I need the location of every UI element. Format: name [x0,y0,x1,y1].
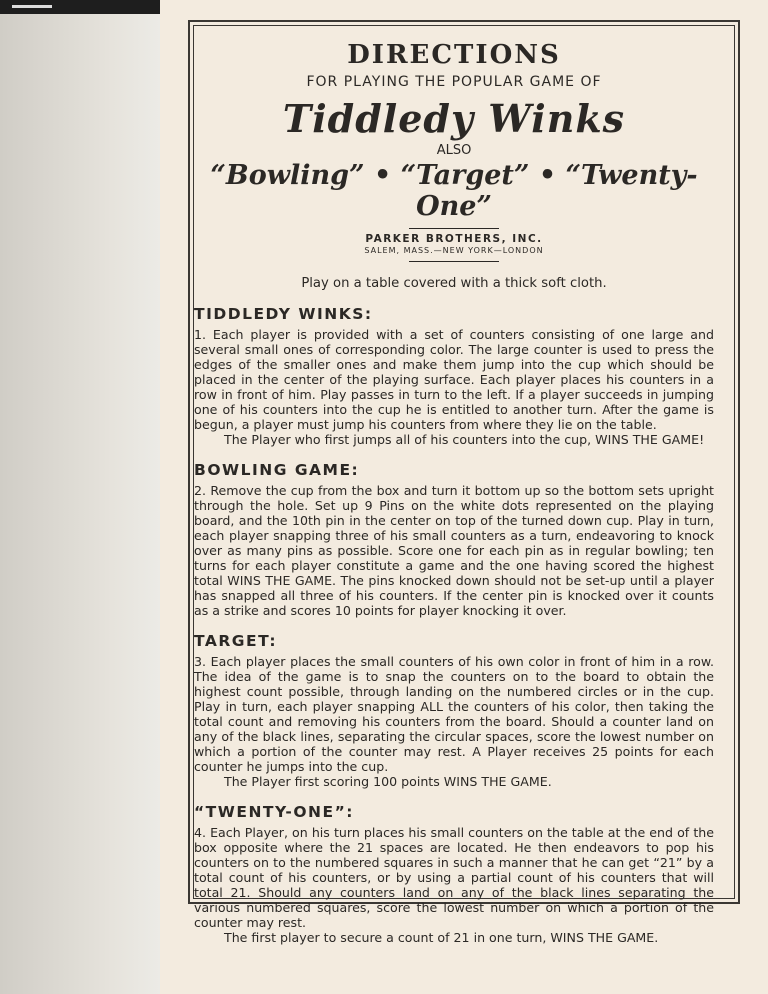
section-heading-tiddledy: TIDDLEDY WINKS: [194,305,373,323]
also-label: ALSO [436,143,472,158]
section-heading-bowling: BOWLING GAME: [194,461,360,479]
page-subtitle: FOR PLAYING THE POPULAR GAME OF [306,74,602,90]
twentyone-rules: 4. Each Player, on his turn places his small counters on the table at the end of the box opposite where the 21 spaces are located. He then endeavors to pop his counters on to the numbered squares in such a manner that he can get “21” by a total count of his counters, or by using a partial count of his counters that will total 21. Should any counters land on any of the black lines separating the various numbered squares, score the lowest number on which a portion of the counter may rest. [194,825,714,930]
bowling-rules: 2. Remove the cup from the box and turn it bottom up so the bottom sets upright through the hole. Set up 9 Pins on the white dots represented on the playing board, and the 10th pin in the center on top of the turned down cup. Play in turn, each player snapping three of his small counters as a turn, endeavoring to knock over as many pins as possible. Score one for each pin as in regular bowling; ten turns for each player constitute a game and the one having scored the highest total WINS THE GAME. The pins knocked down should not be set-up until a player has snapped all three of his counters. If the center pin is knocked over it counts as a strike and scores 10 points for player knocking it over. [194,483,714,618]
target-winning: The Player first scoring 100 points WINS THE GAME. [224,774,552,789]
instruction-sheet [160,0,768,994]
target-rules: 3. Each player places the small counters of his own color in front of him in a row. The idea of the game is to snap the counters on to the board to obtain the highest count possible, through landing on the numbered circles or in the cup. Play in turn, each player snapping ALL the counters of his color, then taking the total count and removing his counters from the board. Should a counter land on any of the black lines, separating the circular spaces, score the lowest number on which a portion of the counter may rest. A Player receives 25 points for each counter he jumps into the cup. [194,654,714,774]
scan-top-bar [0,0,160,14]
scan-left-margin [0,0,160,994]
divider [409,228,499,229]
tiddledy-winning: The Player who first jumps all of his counters into the cup, WINS THE GAME! [224,432,705,447]
section-heading-twentyone: “TWENTY-ONE”: [194,803,354,821]
scan-top-mark [12,5,52,8]
brand-name: Tiddledy Winks [282,96,626,141]
publisher-name: PARKER BROTHERS, INC. [365,233,543,245]
twentyone-winning: The first player to secure a count of 21 in one turn, WINS THE GAME. [224,930,659,945]
games-list: “Bowling” • “Target” • “Twenty-One” [210,160,698,222]
section-heading-target: TARGET: [194,632,278,650]
divider [409,261,499,262]
intro-text: Play on a table covered with a thick soft cloth. [301,276,607,291]
sheet-content [194,40,714,945]
tiddledy-rules: 1. Each player is provided with a set of counters consisting of one large and several small ones of corresponding color. The large counter is used to press the edges of the smaller ones and make them jump into the cup which should be placed in the center of the playing surface. Each player places his counters in a row in front of him. Play passes in turn to the left. If a player succeeds in jumping one of his counters into the cup he is entitled to another turn. After the game is begun, a player must jump his counters from where they lie on the table. [194,327,714,432]
page-title: DIRECTIONS [347,40,561,70]
publisher-locations: SALEM, MASS.—NEW YORK—LONDON [364,246,544,255]
